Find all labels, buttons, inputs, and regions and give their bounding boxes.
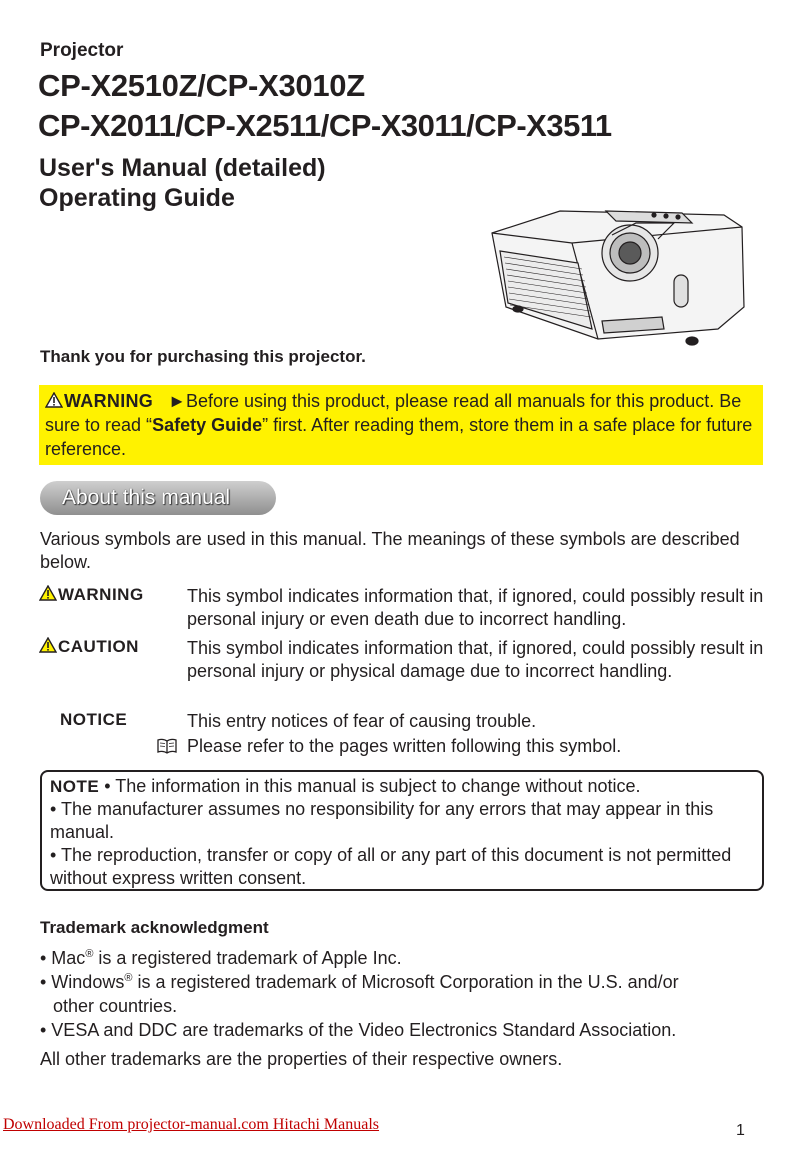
warning-text-end: ” first. After reading them, store them in a safe place for future reference. <box>45 415 753 459</box>
trademark-windows: • Windows® is a registered trademark of Microsoft Corporation in the U.S. and/or <box>40 972 679 992</box>
caution-triangle-icon <box>39 637 57 653</box>
page-number: 1 <box>736 1122 745 1139</box>
trademark-heading: Trademark acknowledgment <box>40 918 269 937</box>
symbol-caution-description: This symbol indicates information that, if ignored, could possibly result in personal injury or physical damage due to incorrect handling. <box>187 638 764 681</box>
model-numbers-line-1: CP-X2510Z/CP-X3010Z <box>38 68 365 103</box>
symbol-warning-description: This symbol indicates information that, if ignored, could possibly result in personal injury or even death due to incorrect handling. <box>187 586 764 629</box>
symbol-caution-label <box>39 637 139 657</box>
note-label: NOTE <box>50 777 100 796</box>
download-source-link[interactable]: Downloaded From projector-manual.com Hitachi Manuals <box>3 1116 380 1133</box>
note-item-3: • The reproduction, transfer or copy of all or any part of this document is not permitted without express written consent. <box>50 845 732 888</box>
symbol-warning-label <box>39 585 144 605</box>
trademark-vesa: • VESA and DDC are trademarks of the Video Electronics Standard Association. <box>40 1020 677 1040</box>
symbol-notice-description: This entry notices of fear of causing trouble. <box>187 711 537 731</box>
manual-title: User's Manual (detailed) <box>39 154 326 182</box>
warning-triangle-icon <box>39 585 57 601</box>
symbol-warning-word: WARNING <box>58 585 144 604</box>
trademark-windows-cont: other countries. <box>53 996 178 1016</box>
manual-subtitle: Operating Guide <box>39 184 235 212</box>
model-numbers-line-2: CP-X2011/CP-X2511/CP-X3011/CP-X3511 <box>38 108 612 143</box>
section-heading-about-manual: About this manual <box>40 481 276 515</box>
note-box <box>40 770 764 891</box>
warning-triangle-icon <box>45 392 63 408</box>
projector-illustration <box>486 205 746 355</box>
safety-warning-box <box>39 385 763 465</box>
symbol-notice-label: NOTICE <box>60 710 128 729</box>
symbol-caution-word: CAUTION <box>58 637 139 656</box>
symbols-intro-text: Various symbols are used in this manual. The meanings of these symbols are described below. <box>40 529 740 572</box>
note-item-1: • The information in this manual is subject to change without notice. <box>104 776 641 796</box>
book-icon <box>157 738 177 754</box>
note-item-2: • The manufacturer assumes no responsibility for any errors that may appear in this manual. <box>50 799 714 842</box>
product-category: Projector <box>40 40 124 61</box>
symbol-book-description: Please refer to the pages written following this symbol. <box>187 736 622 756</box>
safety-guide-reference: Safety Guide <box>152 415 263 435</box>
trademark-list <box>40 946 770 1071</box>
warning-text: ►Before using this product, please read all manuals for this product. Be sure to read “ <box>45 391 742 435</box>
thank-you-text: Thank you for purchasing this projector. <box>40 347 366 366</box>
trademark-others: All other trademarks are the properties of their respective owners. <box>40 1049 563 1069</box>
trademark-mac: • Mac® is a registered trademark of Apple Inc. <box>40 948 402 968</box>
warning-label: WARNING <box>64 391 154 411</box>
